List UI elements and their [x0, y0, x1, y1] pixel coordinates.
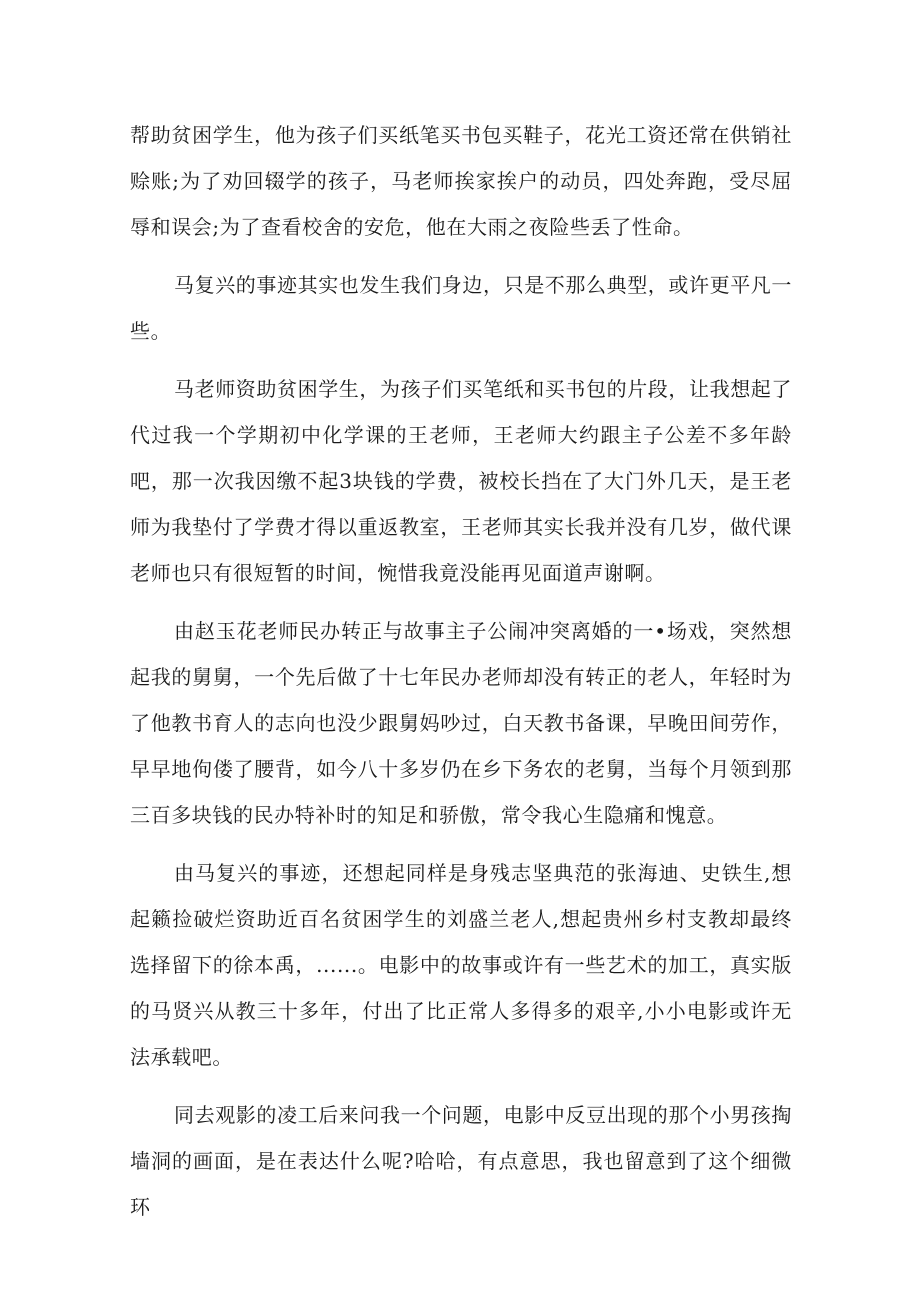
paragraph-1: 帮助贫困学生，他为孩子们买纸笔买书包买鞋子，花光工资还常在供销社赊账;为了劝回辍学的孩子，马老师挨家挨户的动员，四处奔跑，受尽屈辱和误会;为了查看校舍的安危，他在大雨之夜险些丢了性命。: [130, 123, 793, 239]
paragraph-5: 由马复兴的事迹，还想起同样是身残志坚典范的张海迪、史铁生,想起籁捡破烂资助近百名贫困学生的刘盛兰老人,想起贵州乡村支教却最终选择留下的徐本禹，......。电影中的故事或许有一些艺术的加工，真实版的马贤兴从教三十多年，付出了比正常人多得多的艰辛,小小电影或许无法承载吧。: [130, 861, 792, 1069]
paragraph-4: 由赵玉花老师民办转正与故事主子公闹冲突离婚的一•场戏，突然想起我的舅舅，一个先后做了十七年民办老师却没有转正的老人，年轻时为了他教书育人的志向也没少跟舅妈吵过，白天教书备课，早晚田间劳作，早早地佝偻了腰背，如今八十多岁仍在乡下务农的老舅，当每个月领到那三百多块钱的民办特补时的知足和骄傲，常令我心生隐痛和愧意。: [130, 619, 792, 827]
paragraph-2: 马复兴的事迹其实也发生我们身边，只是不那么典型，或许更平凡一些。: [130, 273, 792, 343]
paragraph-3: 马老师资助贫困学生，为孩子们买笔纸和买书包的片段，让我想起了代过我一个学期初中化学课的王老师，王老师大约跟主子公差不多年龄吧，那一次我因缴不起3块钱的学费，被校长挡在了大门外几天，是王老师为我垫付了学费才得以重返教室，王老师其实长我并没有几岁，做代课老师也只有很短暂的时间，惋惜我竟没能再见面道声谢啊。: [130, 377, 792, 585]
paragraph-6: 同去观影的凌工后来问我一个问题，电影中反豆出现的那个小男孩掏墙洞的画面，是在表达什么呢?哈哈，有点意思，我也留意到了这个细微环: [130, 1103, 792, 1219]
document-body: [130, 112, 792, 1242]
